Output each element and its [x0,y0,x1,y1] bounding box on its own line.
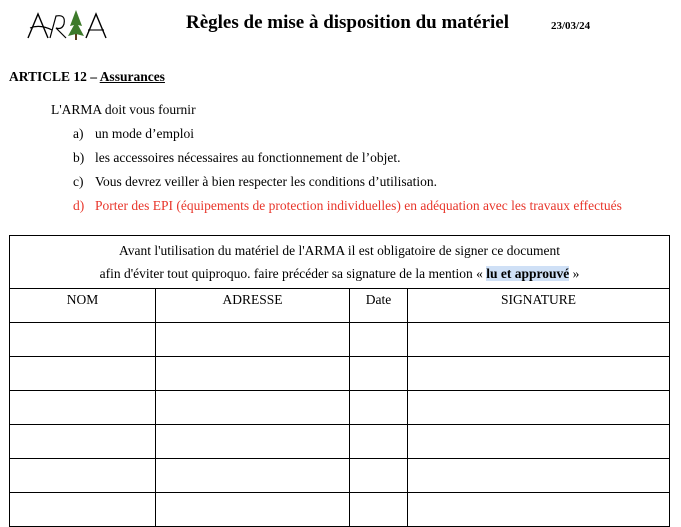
cell-nom[interactable] [10,391,156,425]
notice-line-2 [10,262,669,285]
cell-signature[interactable] [408,425,670,459]
column-header-nom: NOM [10,289,156,323]
article-dash: – [90,69,98,84]
cell-nom[interactable] [10,425,156,459]
cell-signature[interactable] [408,323,670,357]
cell-nom[interactable] [10,323,156,357]
article-number: ARTICLE 12 [9,69,87,84]
table-row [10,459,670,493]
document-title: Règles de mise à disposition du matériel [186,12,509,33]
cell-nom[interactable] [10,357,156,391]
list-text: Porter des EPI (équipements de protection individuelles) en adéquation avec les travaux effectués [95,198,622,213]
list-item [73,126,194,142]
cell-adresse[interactable] [156,493,350,527]
column-header-signature: SIGNATURE [408,289,670,323]
cell-adresse[interactable] [156,459,350,493]
cell-nom[interactable] [10,459,156,493]
list-text: les accessoires nécessaires au fonctionnement de l’objet. [95,150,401,165]
table-row [10,425,670,459]
cell-date[interactable] [350,357,408,391]
column-header-date: Date [350,289,408,323]
list-item-warning [73,198,622,214]
column-header-adresse: ADRESSE [156,289,350,323]
notice-cell [10,236,670,289]
list-item [73,174,437,190]
cell-date[interactable] [350,323,408,357]
cell-adresse[interactable] [156,391,350,425]
article-subject: Assurances [99,69,165,84]
table-row [10,493,670,527]
document-date: 23/03/24 [551,20,591,32]
cell-signature[interactable] [408,357,670,391]
notice-line-2-post: » [569,266,580,281]
cell-adresse[interactable] [156,425,350,459]
notice-highlight: lu et approuvé [486,266,570,281]
cell-date[interactable] [350,459,408,493]
list-letter: d) [73,198,85,213]
arma-logo [26,8,110,42]
list-text: Vous devrez veiller à bien respecter les conditions d’utilisation. [95,174,438,189]
intro-text: L'ARMA doit vous fournir [51,102,196,117]
cell-signature[interactable] [408,459,670,493]
list-letter: c) [73,174,84,189]
cell-signature[interactable] [408,391,670,425]
notice-line-2-pre: afin d'éviter tout quiproquo. faire précéder sa signature de la mention « [99,266,487,281]
cell-adresse[interactable] [156,357,350,391]
list-text: un mode d’emploi [95,126,194,141]
article-heading [9,69,165,85]
notice-line-1: Avant l'utilisation du matériel de l'ARMA il est obligatoire de signer ce document [118,243,561,258]
list-letter: a) [73,126,84,141]
cell-date[interactable] [350,391,408,425]
cell-signature[interactable] [408,493,670,527]
cell-date[interactable] [350,425,408,459]
list-item [73,150,401,166]
cell-date[interactable] [350,493,408,527]
table-row [10,391,670,425]
list-letter: b) [73,150,85,165]
cell-adresse[interactable] [156,323,350,357]
table-row [10,323,670,357]
table-row [10,357,670,391]
cell-nom[interactable] [10,493,156,527]
signature-table [9,235,670,527]
